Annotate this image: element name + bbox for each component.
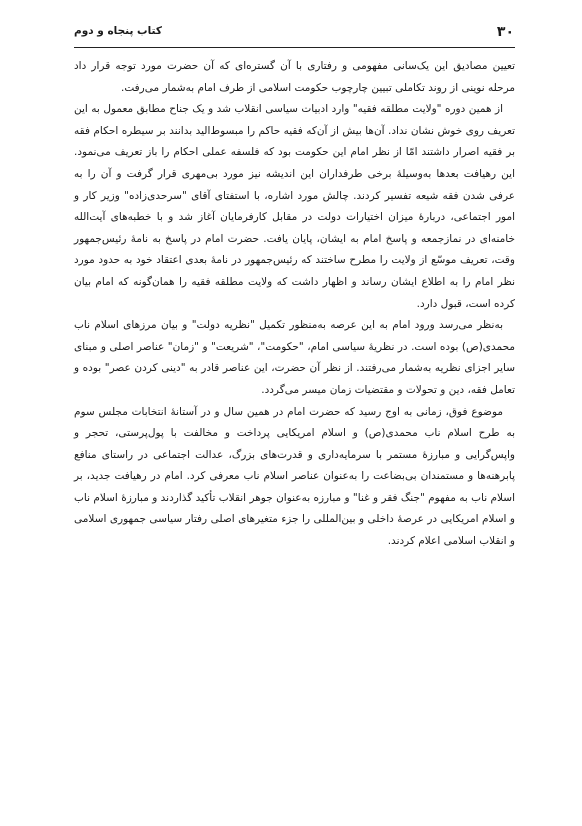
paragraph-3: به‌نظر می‌رسد ورود امام به این عرصه به‌منظور تکمیل "نظریه دولت" و بیان مرزهای اسلام ناب محمدی(ص) بوده است. در نظریهٔ سیاسی امام، "حکومت"، "شریعت" و "زمان" عناصر اصلی و مبنای سایر اجزای نظریه به‌شمار می‌رفتند. از نظر آن حضرت، این عناصر قادر به "دینی کردن عصر" بوده و تعامل فقه، دین و تحولات و مقتضیات زمان میسر می‌گردد. [74, 319, 515, 396]
page-header [74, 20, 514, 44]
header-divider [74, 47, 515, 48]
paragraph-4: موضوع فوق، زمانی به اوج رسید که حضرت امام در همین سال و در آستانهٔ انتخابات مجلس سوم به طرح اسلام ناب محمدی(ص) و اسلام امریکایی پرداخت و مخالفت با پول‌پرستی، تحجر و واپس‌گرایی و مبارزهٔ مستمر با سرمایه‌داری و قدرت‌های بزرگ، عدالت اجتماعی در راستای منافع پابرهنه‌ها و مستمندان بی‌بضاعت را به‌عنوان عناصر اسلام ناب معرفی کرد. امام در رهیافت جدید، بر اسلام ناب به مفهوم "جنگ فقر و غنا" و مبارزه به‌عنوان جوهر انقلاب تأکید گذاردند و مبارزهٔ اسلام ناب و اسلام امریکایی در عرصهٔ داخلی و بین‌المللی را جزء متغیرهای اصلی رفتار سیاسی جمهوری اسلامی و انقلاب اسلامی اعلام کردند. [74, 405, 515, 548]
page-number: ۳۰ [496, 24, 514, 40]
running-title: کتاب پنجاه و دوم [74, 25, 162, 37]
body-text [74, 56, 515, 553]
paragraph-1: تعیین مصادیق این یک‌سانی مفهومی و رفتاری با آن گستره‌ای که آن حضرت مورد توجه قرار داد مرحله نوینی از روند تکاملی تبیین چارچوب حکومت اسلامی از طرف امام به‌شمار می‌رفت. [74, 60, 515, 94]
paragraph-2: از همین دوره "ولایت مطلقه فقیه" وارد ادبیات سیاسی انقلاب شد و یک جناح مطابق معمول به این تعریف روی خوش نشان نداد. آن‌ها بیش از آن‌که فقیه حاکم را مبسوط‌الید بدانند بر سیطره احکام فقه بر فقیه اصرار داشتند امّا از نظر امام این حکومت بود که فلسفه عملی احکام را باز تعریف می‌نمود. این رهیافت بعدها به‌وسیلهٔ برخی طرفداران این اندیشه نیز مورد بی‌مهری قرار گرفت و آن را به عرفی شدن فقه شیعه تفسیر کردند. چالش مورد اشاره، با استفتای آقای "سرحدی‌زاده" وزیر کار و امور اجتماعی، دربارهٔ میزان اختیارات دولت در مقابل کارفرمایان آغاز شد و با خطبه‌های آیت‌الله خامنه‌ای در نمازجمعه و پاسخ امام به ایشان، پایان یافت. حضرت امام در پاسخ به نامهٔ رئیس‌جمهور وقت، تعریف موسّع از ولایت را مطرح ساختند که رئیس‌جمهور در نامهٔ بعدی اعتقاد خود به حدود مورد نظر امام را به اطلاع ایشان رساند و اظهار داشت که ولایت مطلقه فقیه را همان‌گونه که امام بیان کرده است، قبول دارد. [74, 103, 515, 310]
